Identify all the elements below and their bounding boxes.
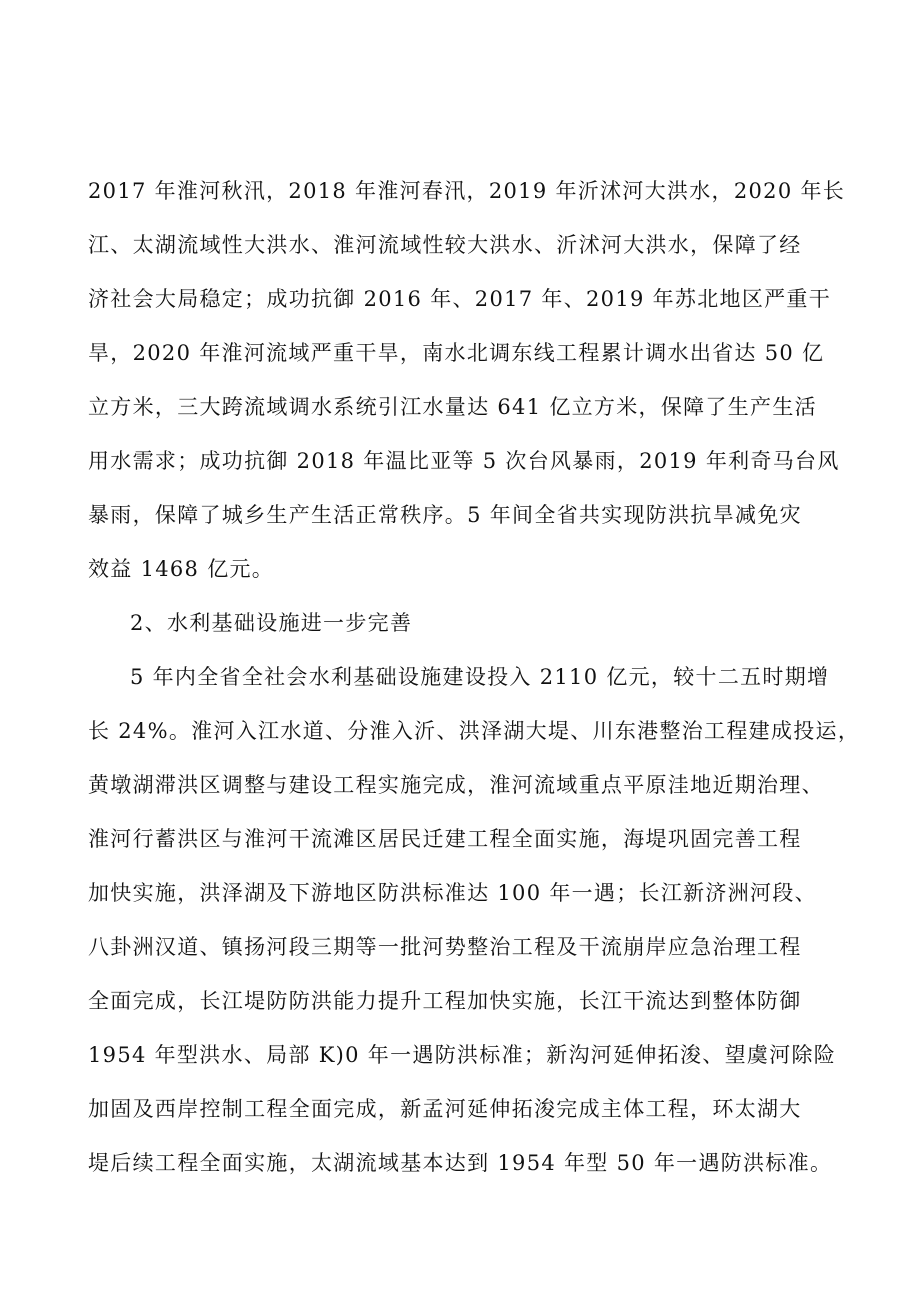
paragraph-line: 5 年内全省全社会水利基础设施建设投入 2110 亿元，较十二五时期增 <box>130 665 830 689</box>
paragraph-line: 堤后续工程全面实施，太湖流域基本达到 1954 年型 50 年一遇防洪标准。 <box>88 1151 833 1175</box>
document-body <box>88 164 861 1190</box>
paragraph-line: 淮河行蓄洪区与淮河干流滩区居民迁建工程全面实施，海堤巩固完善工程 <box>88 827 802 851</box>
paragraph-line: 效益 1468 亿元。 <box>88 557 275 581</box>
paragraph-line: 济社会大局稳定；成功抗御 2016 年、2017 年、2019 年苏北地区严重干 <box>88 287 832 311</box>
paragraph-line: 全面完成，长江堤防防洪能力提升工程加快实施，长江干流达到整体防御 <box>88 989 802 1013</box>
paragraph-flood-control-results <box>88 164 848 596</box>
section-heading: 2、水利基础设施进一步完善 <box>130 611 413 635</box>
paragraph-line: 用水需求；成功抗御 2018 年温比亚等 5 次台风暴雨，2019 年利奇马台风 <box>88 449 840 473</box>
paragraph-line: 2017 年淮河秋汛，2018 年淮河春汛，2019 年沂沭河大洪水，2020 年长 <box>88 179 846 203</box>
paragraph-line: 加快实施，洪泽湖及下游地区防洪标准达 100 年一遇；长江新济洲河段、 <box>88 881 817 905</box>
paragraph-line: 暴雨，保障了城乡生产生活正常秩序。5 年间全省共实现防洪抗旱减免灾 <box>88 503 802 527</box>
paragraph-line: 八卦洲汉道、镇扬河段三期等一批河势整治工程及干流崩岸应急治理工程 <box>88 935 802 959</box>
paragraph-infrastructure <box>88 650 861 1190</box>
paragraph-line: 江、太湖流域性大洪水、淮河流域性较大洪水、沂沭河大洪水，保障了经 <box>88 233 802 257</box>
paragraph-line: 黄墩湖滞洪区调整与建设工程实施完成，淮河流域重点平原洼地近期治理、 <box>88 773 824 797</box>
paragraph-line: 立方米，三大跨流域调水系统引江水量达 641 亿立方米，保障了生产生活 <box>88 395 817 419</box>
paragraph-line: 1954 年型洪水、局部 K)0 年一遇防洪标准；新沟河延伸拓浚、望虞河除险 <box>88 1043 837 1067</box>
paragraph-line: 旱，2020 年淮河流域严重干旱，南水北调东线工程累计调水出省达 50 亿 <box>88 341 825 365</box>
paragraph-line: 加固及西岸控制工程全面完成，新孟河延伸拓浚完成主体工程，环太湖大 <box>88 1097 802 1121</box>
paragraph-line: 长 24%。淮河入江水道、分淮入沂、洪泽湖大堤、川东港整治工程建成投运， <box>88 719 861 743</box>
